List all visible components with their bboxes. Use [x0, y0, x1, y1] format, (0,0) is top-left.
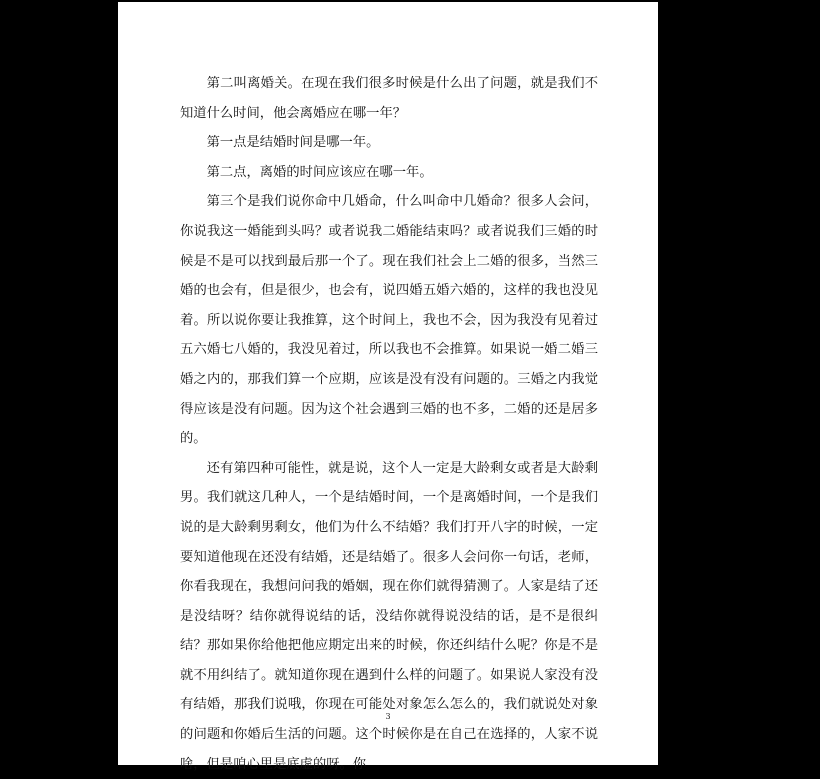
paragraph: 第二叫离婚关。在现在我们很多时候是什么出了问题，就是我们不知道什么时间，他会离婚应在哪一年？: [180, 76, 598, 121]
document-page: [118, 2, 658, 772]
page-number: 3: [385, 712, 391, 721]
paragraph: 第一点是结婚时间是哪一年。: [206, 135, 380, 151]
paragraph: 第三个是我们说你命中几婚命，什么叫命中几婚命？很多人会问，你说我这一婚能到头吗？或者说我二婚能结束吗？或者说我们三婚的时候是不是可以找到最后那一个了。现在我们社会上二婚的很多，当然三婚的也会有，但是很少，也会有，说四婚五婚六婚的，这样的我也没见着。所以说你要让我推算，这个时间上，我也不会，因为我没有见着过五六婚七八婚的，我没见着过，所以我也不会推算。如果说一婚二婚三婚之内的，那我们算一个应期，应该是没有没有问题的。三婚之内我觉得应该是没有问题。因为这个社会遇到三婚的也不多，二婚的还是居多的。: [180, 194, 598, 447]
paragraph: 还有第四种可能性，就是说，这个人一定是大龄剩女或者是大龄剩男。我们就这几种人，一个是结婚时间，一个是离婚时间，一个是我们说的是大龄剩男剩女，他们为什么不结婚？我们打开八字的时候，一定要知道他现在还没有结婚，还是结婚了。很多人会问你一句话，老师，你看我现在，我想问问我的婚姻，现在你们就得猜测了。人家是结了还是没结呀？结你就得说结的话，没结你就得说没结的话，是不是很纠结？那如果你给他把他应期定出来的时候，你还纠结什么呢？你是不是就不用纠结了。就知道你现在遇到什么样的问题了。如果说人家没有没有结婚，那我们说哦，你现在可能处对象怎么怎么的，我们就说处对象的问题和你婚后生活的问题。这个时候你是在自己在选择的，人家不说啥，但是咱心里是底虚的呀。你: [180, 460, 598, 772]
page-body-text: [180, 69, 598, 779]
paragraph: 第二点，离婚的时间应该应在哪一年。: [206, 164, 433, 180]
